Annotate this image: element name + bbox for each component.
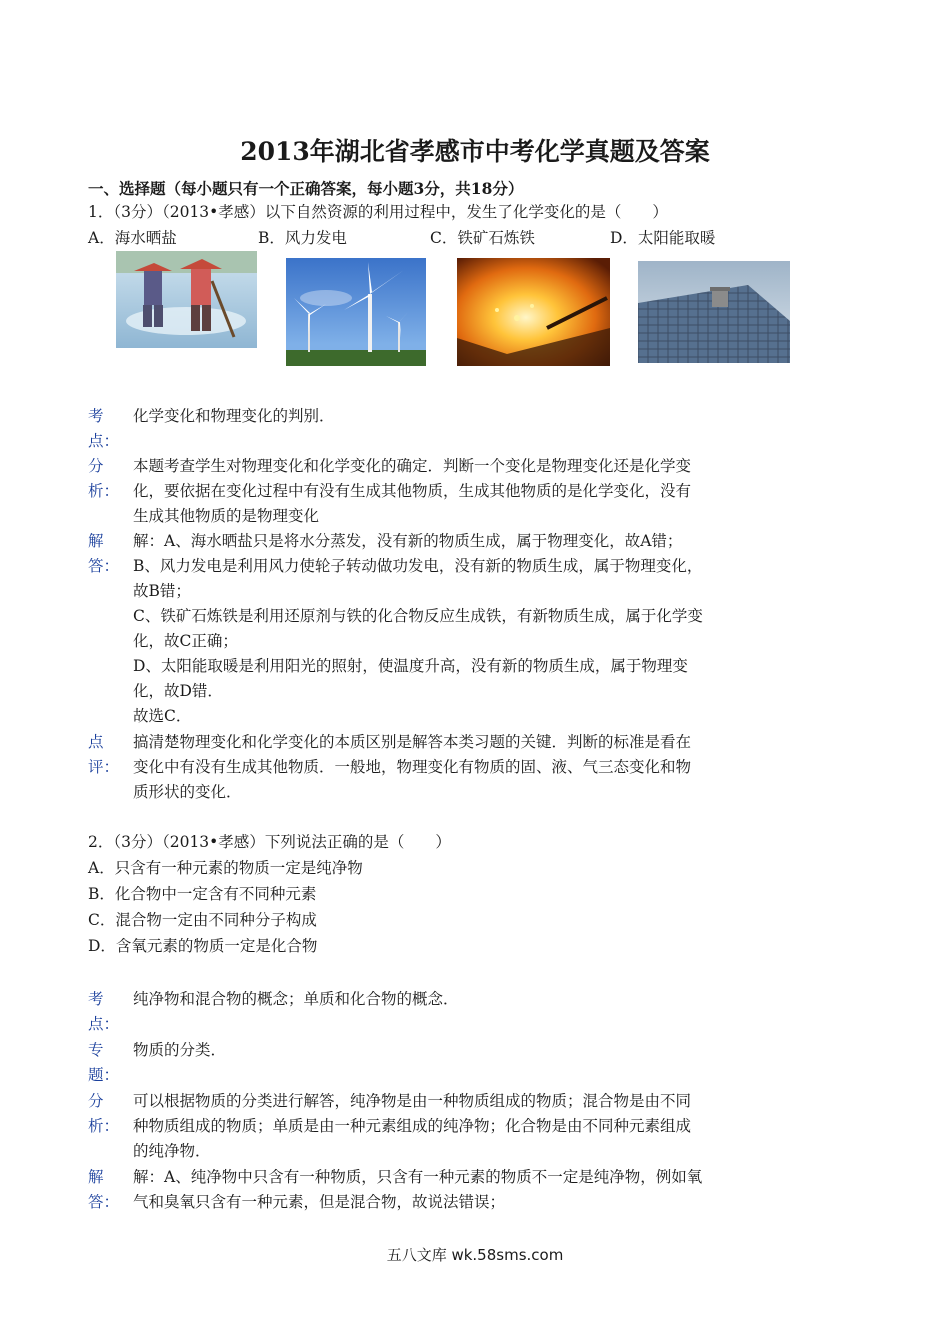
q1-dianping-line: 搞清楚物理变化和化学变化的本质区别是解答本类习题的关键．判断的标准是看在 xyxy=(133,733,692,751)
q2-fenxi-line: 种物质组成的物质；单质是由一种元素组成的纯净物；化合物是由不同种元素组成 xyxy=(133,1117,692,1135)
q2-zhuanti-label-2: 题： xyxy=(88,1066,120,1084)
q1-jieda-label-2: 答： xyxy=(88,557,120,575)
q1-dianping-label-1: 点 xyxy=(88,733,104,751)
q1-fenxi-line: 生成其他物质的是物理变化 xyxy=(133,507,320,525)
q2-zhuanti-text: 物质的分类． xyxy=(133,1041,227,1059)
page-footer: 五八文库 wk.58sms.com xyxy=(386,1246,564,1264)
q2-jieda-line: 解：A、纯净物中只含有一种物质，只含有一种元素的物质不一定是纯净物，例如氧 xyxy=(133,1168,703,1186)
q1-option-a: A．海水晒盐 xyxy=(88,229,177,247)
q2-jieda-label-1: 解 xyxy=(88,1168,104,1186)
iron-smelting-photo xyxy=(457,258,610,366)
q1-fenxi-label-1: 分 xyxy=(88,457,104,475)
q2-option-a: A．只含有一种元素的物质一定是纯净物 xyxy=(88,859,363,877)
q1-kaodian-label-1: 考 xyxy=(88,407,104,425)
wind-turbine-photo xyxy=(286,258,426,366)
q1-fenxi-line: 本题考查学生对物理变化和化学变化的确定．判断一个变化是物理变化还是化学变 xyxy=(133,457,692,475)
q1-jieda-line: 故B错； xyxy=(133,582,191,600)
q1-jieda-line: B、风力发电是利用风力使轮子转动做功发电，没有新的物质生成，属于物理变化， xyxy=(133,557,703,575)
q1-option-d: D．太阳能取暖 xyxy=(610,229,716,247)
q1-jieda-line: C、铁矿石炼铁是利用还原剂与铁的化合物反应生成铁，有新物质生成，属于化学变 xyxy=(133,607,703,625)
q1-jieda-label-1: 解 xyxy=(88,532,104,550)
salt-harvest-photo xyxy=(116,251,257,348)
q1-fenxi-line: 化，要依据在变化过程中有没有生成其他物质，生成其他物质的是化学变化，没有 xyxy=(133,482,692,500)
q1-dianping-label-2: 评： xyxy=(88,758,120,776)
q1-dianping-line: 质形状的变化． xyxy=(133,783,242,801)
section-heading: 一、选择题（每小题只有一个正确答案，每小题3分，共18分） xyxy=(88,179,524,198)
q2-zhuanti-label-1: 专 xyxy=(88,1041,104,1059)
q1-kaodian-label-2: 点： xyxy=(88,432,120,450)
q1-fenxi-label-2: 析： xyxy=(88,482,120,500)
q2-option-b: B．化合物中一定含有不同种元素 xyxy=(88,885,317,903)
q1-jieda-line: D、太阳能取暖是利用阳光的照射，使温度升高，没有新的物质生成，属于物理变 xyxy=(133,657,688,675)
q2-option-d: D．含氧元素的物质一定是化合物 xyxy=(88,937,318,955)
q1-option-c: C．铁矿石炼铁 xyxy=(430,229,535,247)
q2-fenxi-line: 的纯净物． xyxy=(133,1142,211,1160)
q1-jieda-line: 化，故C正确； xyxy=(133,632,238,650)
q2-kaodian-label-2: 点： xyxy=(88,1015,120,1033)
question-1-stem: 1．（3分）（2013•孝感）以下自然资源的利用过程中，发生了化学变化的是（ ） xyxy=(88,203,668,221)
q1-jieda-line: 解：A、海水晒盐只是将水分蒸发，没有新的物质生成，属于物理变化，故A错； xyxy=(133,532,683,550)
q1-jieda-line: 故选C． xyxy=(133,707,192,725)
q1-jieda-line: 化，故D错． xyxy=(133,682,223,700)
q2-fenxi-label-1: 分 xyxy=(88,1092,104,1110)
page-title: 2013年湖北省孝感市中考化学真题及答案 xyxy=(240,137,710,166)
q2-jieda-line: 气和臭氧只含有一种元素，但是混合物，故说法错误； xyxy=(133,1193,506,1211)
solar-roof-photo xyxy=(638,261,790,363)
q1-kaodian-text: 化学变化和物理变化的判别． xyxy=(133,407,335,425)
q2-kaodian-label-1: 考 xyxy=(88,990,104,1008)
q2-fenxi-label-2: 析： xyxy=(88,1117,120,1135)
q2-jieda-label-2: 答： xyxy=(88,1193,120,1211)
question-2-stem: 2．（3分）（2013•孝感）下列说法正确的是（ ） xyxy=(88,833,451,851)
q1-dianping-line: 变化中有没有生成其他物质．一般地，物理变化有物质的固、液、气三态变化和物 xyxy=(133,758,692,776)
q2-kaodian-text: 纯净物和混合物的概念；单质和化合物的概念． xyxy=(133,990,459,1008)
q2-option-c: C．混合物一定由不同种分子构成 xyxy=(88,911,317,929)
q2-fenxi-line: 可以根据物质的分类进行解答，纯净物是由一种物质组成的物质；混合物是由不同 xyxy=(133,1092,692,1110)
q1-option-b: B．风力发电 xyxy=(258,229,347,247)
